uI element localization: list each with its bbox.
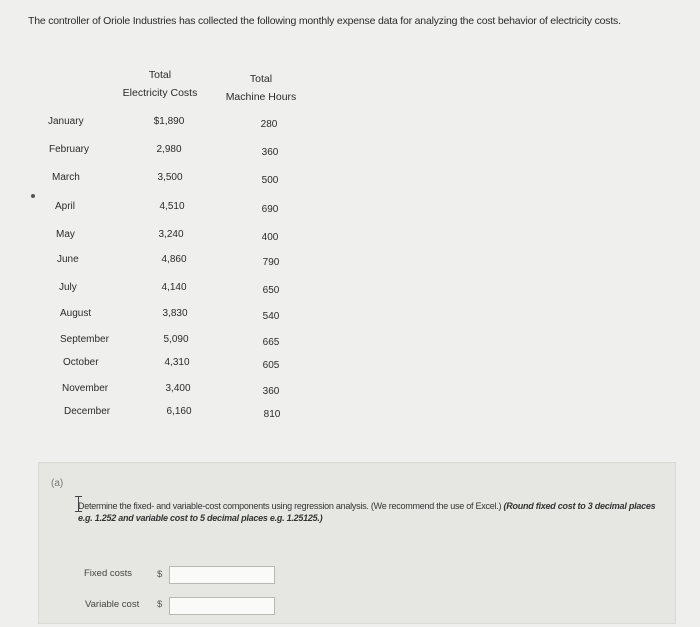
table-row (0, 357, 700, 379)
month-cell: May (56, 229, 75, 240)
machine-hours-cell: 790 (262, 257, 280, 268)
electricity-cost-cell: 3,240 (158, 229, 184, 240)
electricity-cost-cell: 6,160 (166, 406, 192, 417)
electricity-cost-cell: 3,400 (165, 383, 191, 394)
table-row (0, 254, 700, 276)
question-rounding-instruction: (Round fixed cost to 3 decimal places e.g. 1.252 and variable cost to 5 decimal places e.g. 1.25125.) (78, 501, 656, 523)
header-cost-line2: Electricity Costs (122, 87, 198, 99)
month-cell: December (64, 406, 111, 417)
table-row (0, 201, 700, 223)
electricity-cost-cell: 4,140 (161, 282, 187, 293)
machine-hours-cell: 360 (262, 386, 280, 397)
electricity-cost-cell: 4,860 (161, 254, 187, 265)
electricity-cost-cell: 5,090 (163, 334, 189, 345)
electricity-cost-cell: 4,310 (164, 357, 190, 368)
table-row (0, 282, 700, 304)
question-text (78, 500, 658, 524)
machine-hours-cell: 665 (262, 337, 280, 348)
variable-cost-label: Variable cost (85, 599, 140, 610)
table-row (0, 172, 700, 194)
month-cell: March (52, 172, 80, 183)
month-cell: January (48, 116, 84, 127)
machine-hours-cell: 540 (262, 311, 280, 322)
part-a-label: (a) (51, 478, 64, 489)
month-cell: June (57, 254, 79, 265)
table-row (0, 383, 700, 405)
machine-hours-cell: 500 (261, 175, 279, 186)
electricity-cost-cell: 2,980 (156, 144, 182, 155)
intro-text: The controller of Oriole Industries has collected the following monthly expense data for analyzing the cost behavior of electricity costs. (28, 15, 621, 27)
table-row (0, 229, 700, 251)
electricity-cost-cell: 4,510 (159, 201, 185, 212)
month-cell: February (49, 144, 90, 155)
variable-cost-currency: $ (157, 599, 163, 610)
machine-hours-cell: 650 (262, 285, 280, 296)
bullet-icon (31, 194, 35, 198)
month-cell: April (55, 201, 76, 212)
table-row (0, 308, 700, 330)
table-row (0, 406, 700, 428)
electricity-cost-cell: $1,890 (153, 116, 185, 127)
header-cost-line1: Total (148, 69, 172, 81)
month-cell: September (60, 334, 109, 345)
machine-hours-cell: 810 (263, 409, 281, 420)
fixed-costs-currency: $ (157, 569, 163, 580)
month-cell: October (63, 357, 99, 368)
machine-hours-cell: 400 (261, 232, 279, 243)
machine-hours-cell: 360 (261, 147, 279, 158)
machine-hours-cell: 605 (262, 360, 280, 371)
month-cell: July (59, 282, 77, 293)
fixed-costs-label: Fixed costs (84, 568, 133, 579)
electricity-cost-cell: 3,830 (162, 308, 188, 319)
header-hours-line2: Machine Hours (225, 91, 297, 103)
header-machine-hours (216, 70, 306, 106)
table-row (0, 334, 700, 356)
table-row (0, 144, 700, 166)
header-hours-line1: Total (249, 73, 273, 85)
month-cell: November (62, 383, 109, 394)
electricity-cost-cell: 3,500 (157, 172, 183, 183)
fixed-costs-input[interactable] (169, 566, 275, 584)
machine-hours-cell: 690 (261, 204, 279, 215)
header-electricity-costs (112, 66, 208, 102)
variable-cost-input[interactable] (169, 597, 275, 615)
question-main: Determine the fixed- and variable-cost components using regression analysis. (We recommend the use of Excel.) (78, 501, 504, 511)
month-cell: August (60, 308, 92, 319)
machine-hours-cell: 280 (260, 119, 278, 130)
table-row (0, 116, 700, 138)
